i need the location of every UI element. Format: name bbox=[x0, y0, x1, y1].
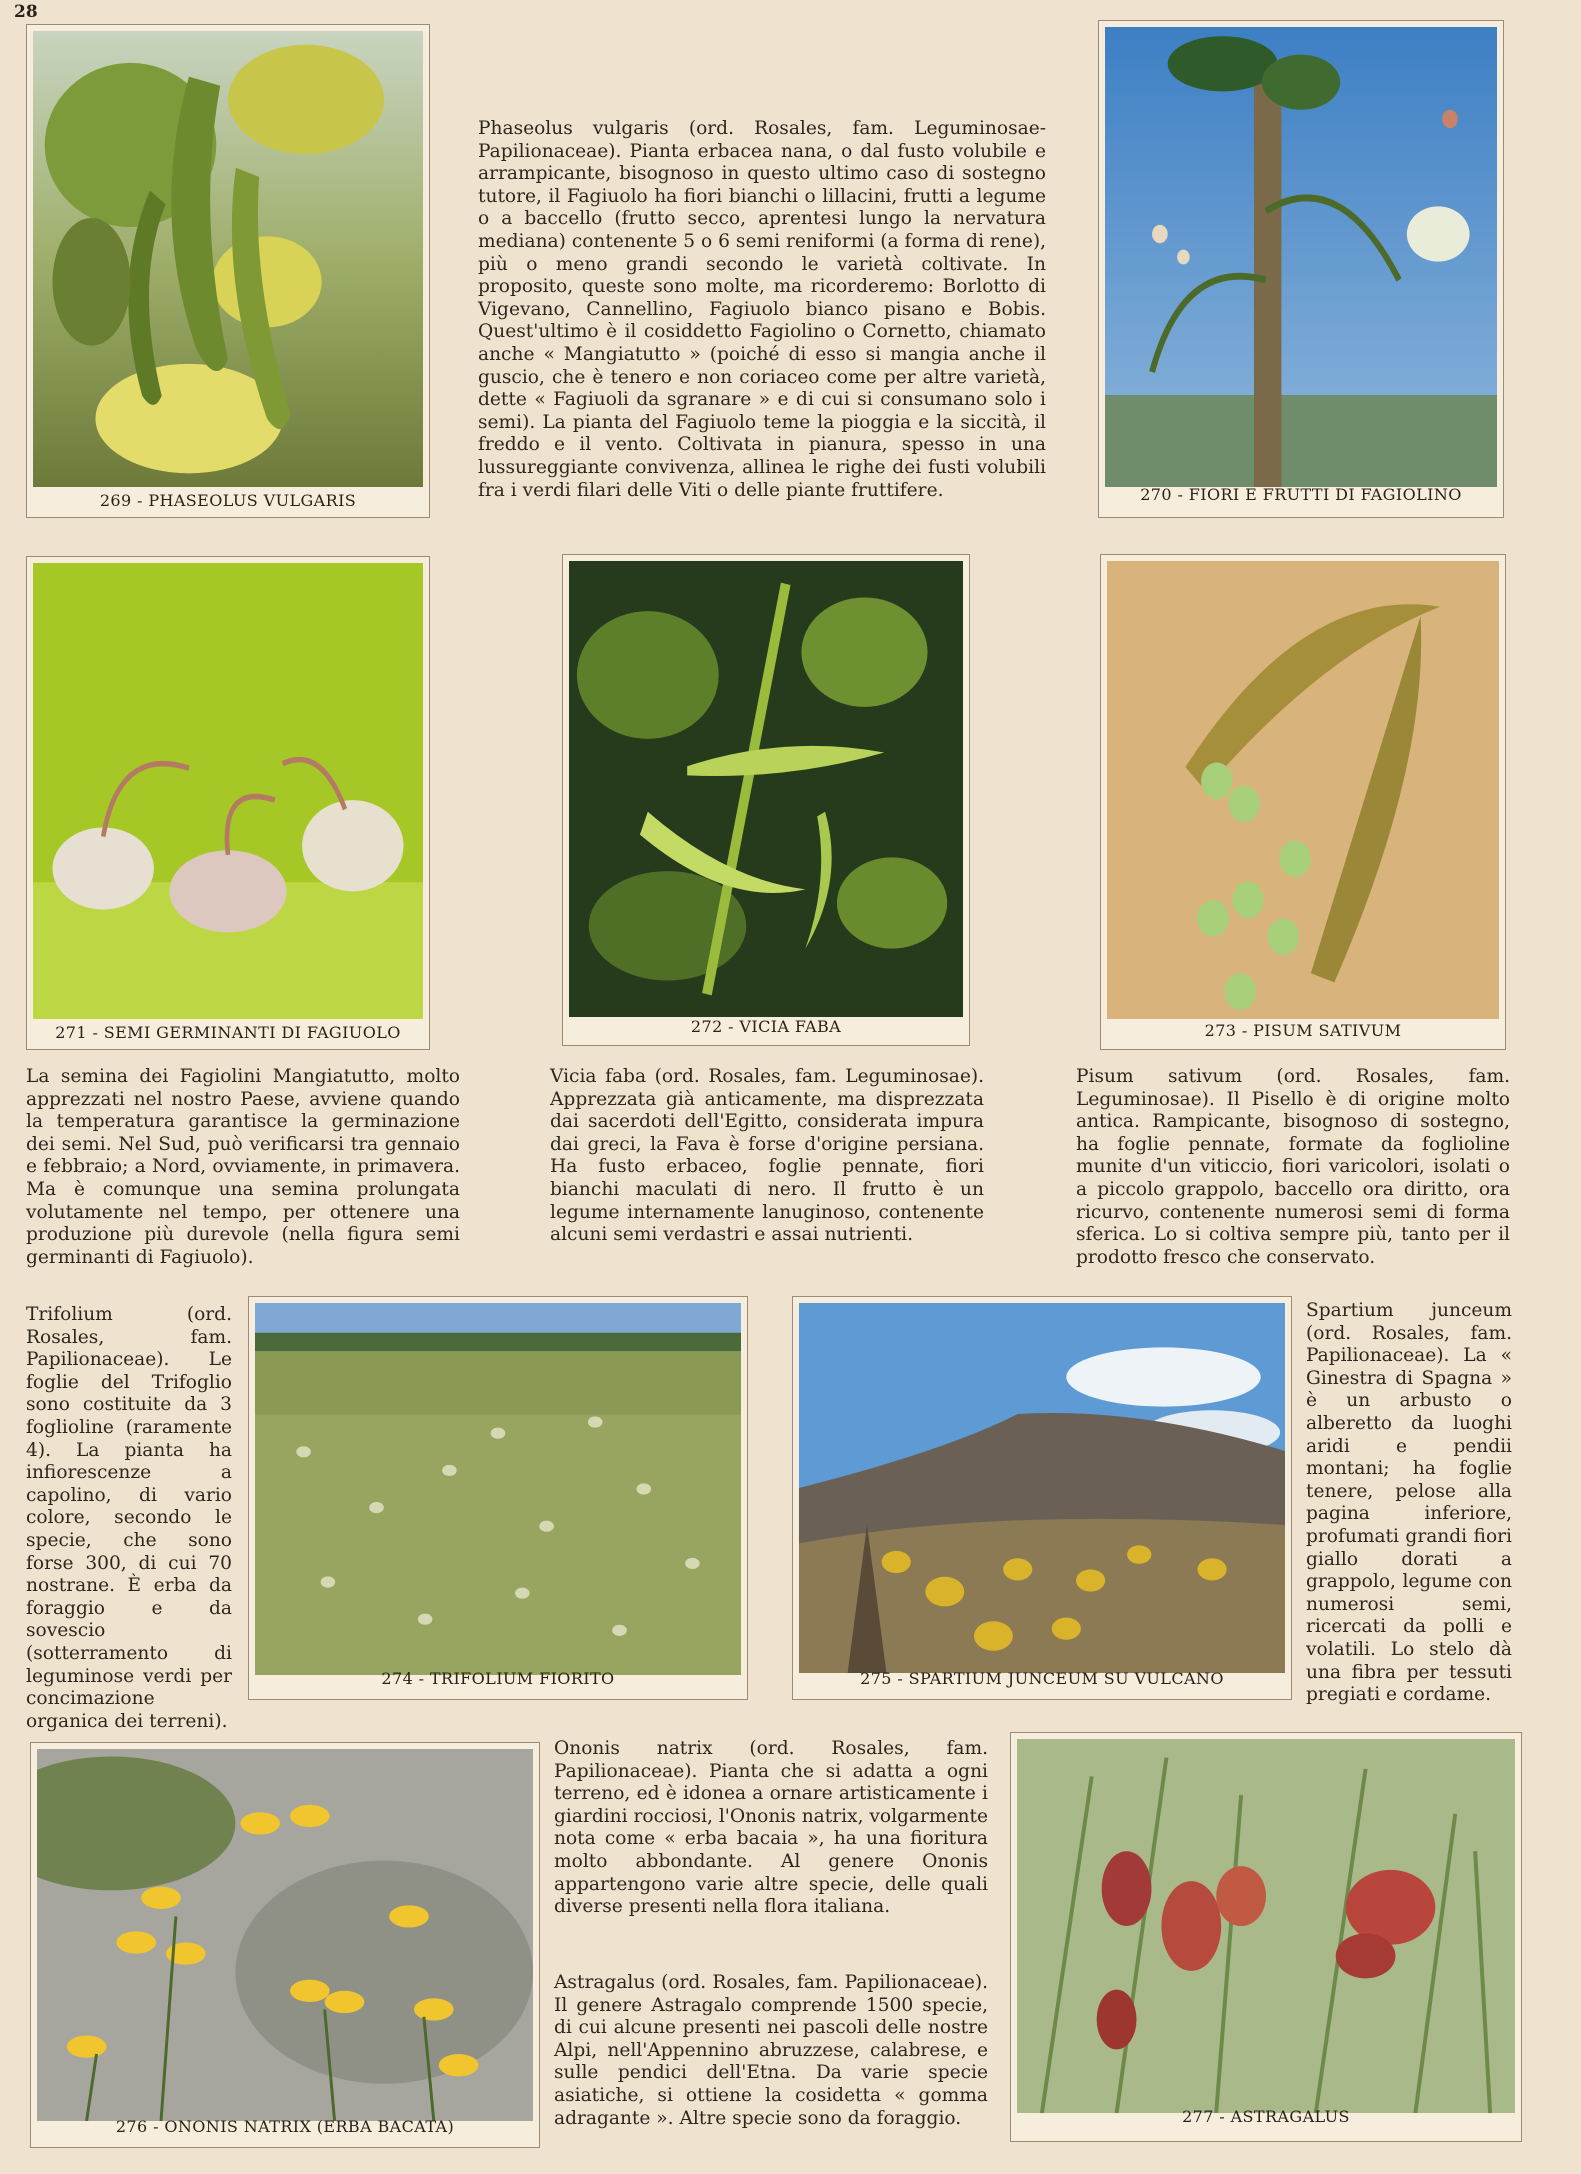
caption-275: 275 - SPARTIUM JUNCEUM SU VULCANO bbox=[860, 1669, 1224, 1688]
photo-spartium-junceum bbox=[799, 1303, 1285, 1673]
caption-272: 272 - VICIA FABA bbox=[690, 1017, 842, 1036]
photo-phaseolus-vulgaris bbox=[33, 31, 423, 487]
figure-273 bbox=[1100, 554, 1506, 1050]
text-vicia-faba: Vicia faba (ord. Rosales, fam. Leguminosae). Apprezzata già anticamente, ma disprezzata dai sacerdoti dell'Egitto, considerata impura dai greci, la Fava è forse d'origine persiana. Ha fusto erbaceo, foglie pennate, fiori bianchi maculati di nero. Il frutto è un legume internamente lanuginoso, contenente alcuni semi verdastri e assai nutrienti. bbox=[550, 1066, 984, 1246]
figure-274 bbox=[248, 1296, 748, 1700]
page-number: 28 bbox=[14, 2, 38, 22]
caption-270: 270 - FIORI E FRUTTI DI FAGIOLINO bbox=[1140, 485, 1462, 504]
text-pisum-sativum: Pisum sativum (ord. Rosales, fam. Leguminosae). Il Pisello è di origine molto antica. Rampicante, bisognoso di sostegno, ha foglie pennate, formate da foglioline munite d'un viticcio, fiori varicolori, isolati o a piccolo grappolo, baccello ora diritto, ora ricurvo, contenente numerosi semi di forma sferica. Lo si coltiva sempre più, tanto per il prodotto fresco che conservato. bbox=[1076, 1066, 1510, 1268]
figure-270 bbox=[1098, 20, 1504, 518]
text-trifolium: Trifolium (ord. Rosales, fam. Papilionaceae). Le foglie del Trifoglio sono costituite da 3 foglioline (raramente 4). La pianta ha infiorescenze a capolino, di vario colore, secondo le specie, che sono forse 300, di cui 70 nostrane. È erba da foraggio e da sovescio (sotterramento di leguminose verdi per concimazione organica dei terreni). bbox=[26, 1304, 232, 1732]
figure-276 bbox=[30, 1742, 540, 2148]
caption-273: 273 - PISUM SATIVUM bbox=[1204, 1021, 1402, 1040]
caption-274: 274 - TRIFOLIUM FIORITO bbox=[381, 1669, 615, 1688]
text-ononis-natrix: Ononis natrix (ord. Rosales, fam. Papilionaceae). Pianta che si adatta a ogni terreno, ed è idonea a ornare artisticamente i giardini rocciosi, l'Ononis natrix, volgarmente nota come « erba bacaia », ha una fioritura molto abbondante. Al genere Ononis appartengono varie altre specie, delle quali diverse presenti nella flora italiana. bbox=[554, 1738, 988, 1918]
figure-272 bbox=[562, 554, 970, 1046]
text-astragalus: Astragalus (ord. Rosales, fam. Papilionaceae). Il genere Astragalo comprende 1500 specie, di cui alcune presenti nei pascoli delle nostre Alpi, nell'Appennino abruzzese, calabrese, e sulle pendici dell'Etna. Da varie specie asiatiche, si ottiene la cosidetta « gomma adragante ». Altre specie sono da foraggio. bbox=[554, 1972, 988, 2129]
text-semina-fagiolini: La semina dei Fagiolini Mangiatutto, molto apprezzati nel nostro Paese, avviene quando la temperatura garantisce la germinazione dei semi. Nel Sud, può verificarsi tra gennaio e febbraio; a Nord, ovviamente, in primavera. Ma è comunque una semina prolungata volutamente nel tempo, per ottenere una produzione più durevole (nella figura semi germinanti di Fagiuolo). bbox=[26, 1066, 460, 1268]
text-spartium-junceum: Spartium junceum (ord. Rosales, fam. Papilionaceae). La « Ginestra di Spagna » è un arbusto o alberetto da luoghi aridi e pendii montani; ha foglie tenere, pelose alla pagina inferiore, profumati grandi fiori giallo dorati a grappolo, legume con numerosi semi, ricercati da polli e volatili. Lo stelo dà una fibra per tessuti pregiati e cordame. bbox=[1306, 1300, 1512, 1706]
photo-semi-germinanti bbox=[33, 563, 423, 1019]
caption-276: 276 - ONONIS NATRIX (ERBA BACATA) bbox=[115, 2117, 455, 2136]
figure-269 bbox=[26, 24, 430, 518]
photo-fiori-frutti-fagiolino bbox=[1105, 27, 1497, 487]
text-phaseolus-vulgaris: Phaseolus vulgaris (ord. Rosales, fam. Leguminosae-Papilionaceae). Pianta erbacea nana, o dal fusto volubile e arrampicante, bisognoso in questo ultimo caso di sostegno tutore, il Fagiuolo ha fiori bianchi o lillacini, frutti a legume o a baccello (frutto secco, aprentesi lungo la nervatura mediana) contenente 5 o 6 semi reniformi (a forma di rene), più o meno grandi secondo le varietà coltivate. In proposito, queste sono molte, ma ricorderemo: Borlotto di Vigevano, Cannellino, Fagiuolo bianco pisano e Bobis. Quest'ultimo è il cosiddetto Fagiolino o Cornetto, chiamato anche « Mangiatutto » (poiché di esso si mangia anche il guscio, che è tenero e non coriaceo come per altre varietà, dette « Fagiuoli da sgranare » e di cui si consumano solo i semi). La pianta del Fagiuolo teme la pioggia e la siccità, il freddo e il vento. Coltivata in pianura, spesso in una lussureggiante convivenza, allinea le righe dei fusti volubili fra i verdi filari delle Viti o delle piante fruttifere. bbox=[478, 118, 1046, 501]
figure-277 bbox=[1010, 1732, 1522, 2142]
figure-275 bbox=[792, 1296, 1292, 1700]
photo-ononis-natrix bbox=[37, 1749, 533, 2121]
photo-pisum-sativum bbox=[1107, 561, 1499, 1019]
caption-271: 271 - SEMI GERMINANTI DI FAGIUOLO bbox=[55, 1023, 401, 1042]
photo-astragalus bbox=[1017, 1739, 1515, 2113]
photo-trifolium-fiorito bbox=[255, 1303, 741, 1675]
figure-271 bbox=[26, 556, 430, 1050]
photo-vicia-faba bbox=[569, 561, 963, 1017]
caption-277: 277 - ASTRAGALUS bbox=[1182, 2107, 1350, 2126]
caption-269: 269 - PHASEOLUS VULGARIS bbox=[99, 491, 357, 510]
